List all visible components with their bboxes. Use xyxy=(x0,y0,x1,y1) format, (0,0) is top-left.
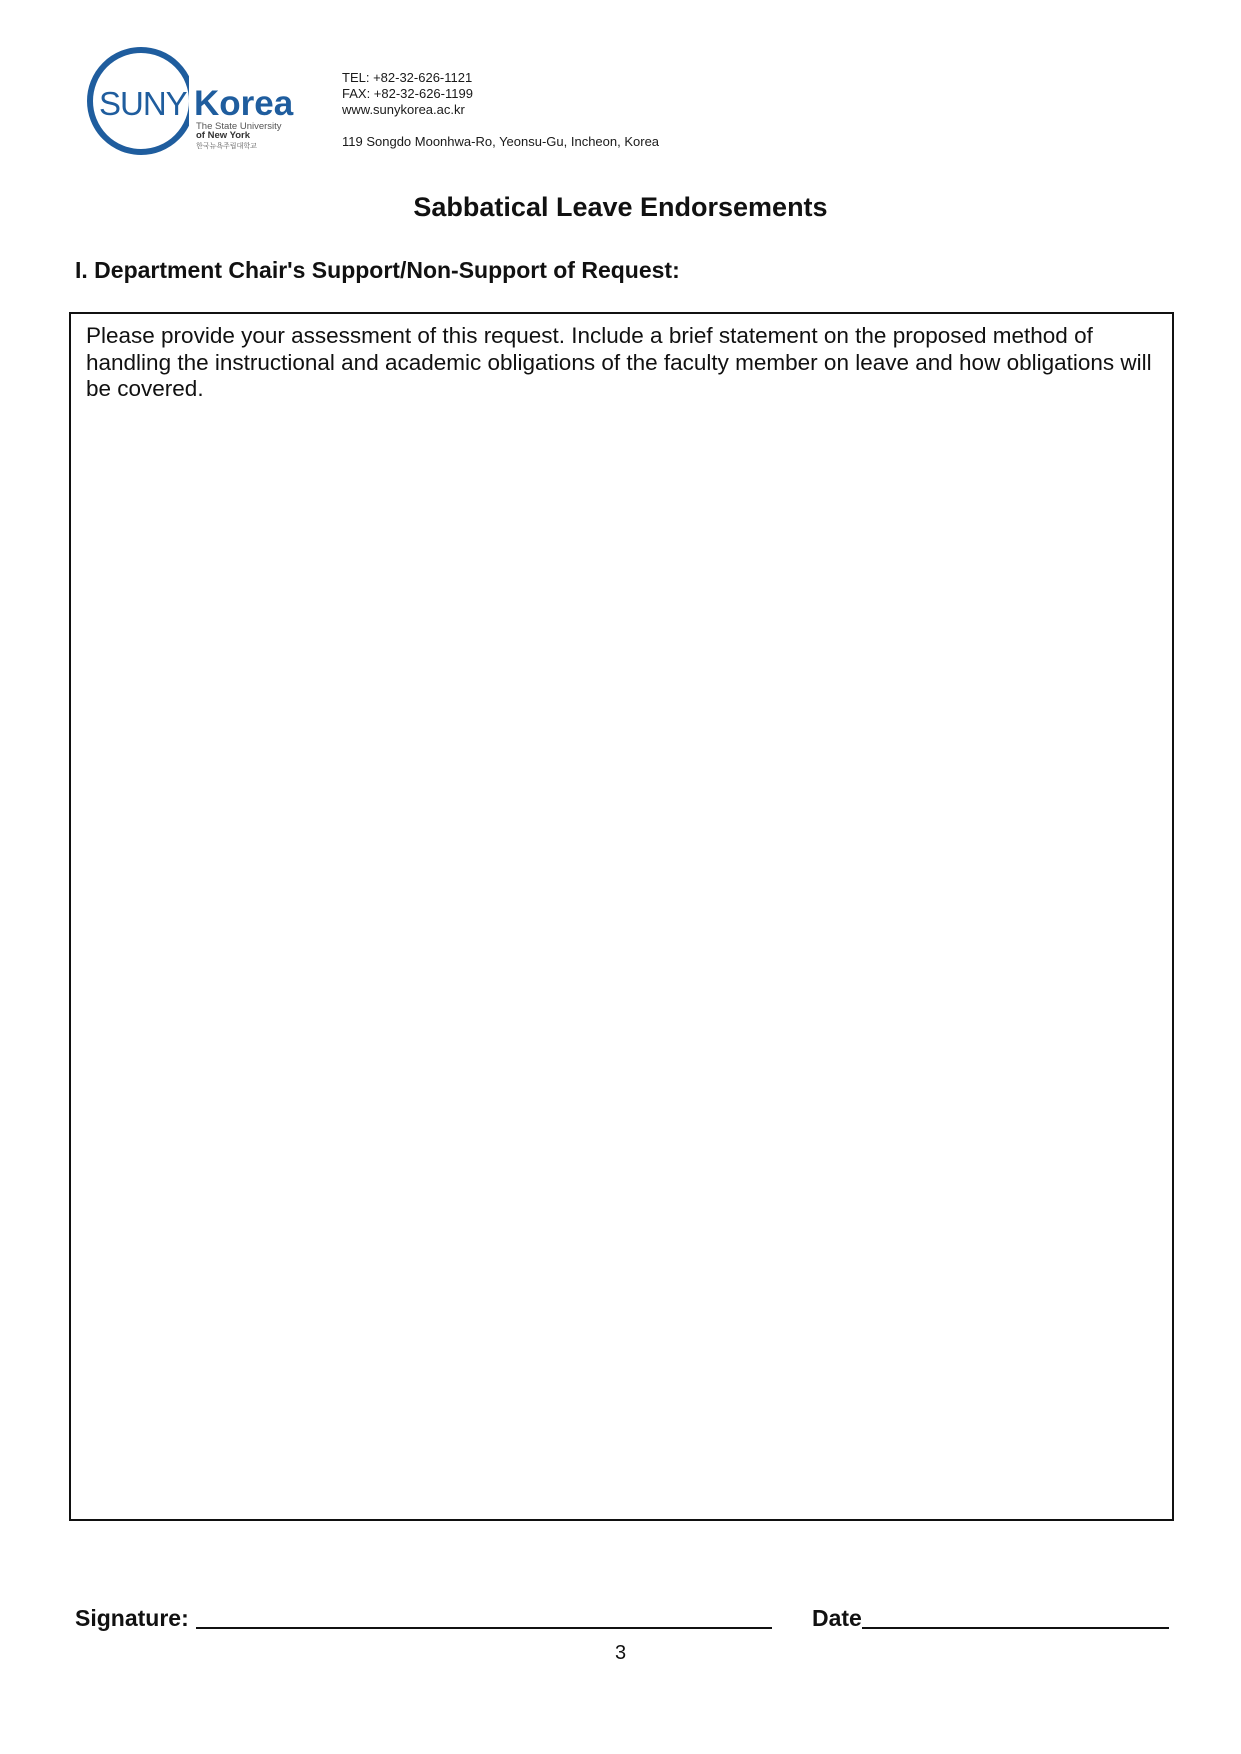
logo-tagline-korean: 한국뉴욕주립대학교 xyxy=(196,142,257,150)
date-line[interactable] xyxy=(862,1627,1169,1629)
postal-address: 119 Songdo Moonhwa-Ro, Yeonsu-Gu, Incheon, Korea xyxy=(342,134,660,149)
contact-info xyxy=(342,70,659,150)
signature-line[interactable] xyxy=(196,1627,772,1629)
suny-korea-logo xyxy=(85,45,305,160)
chair-assessment-field[interactable] xyxy=(69,312,1174,1521)
date-label: Date xyxy=(812,1605,862,1631)
page-number: 3 xyxy=(614,1642,627,1664)
assessment-instructions: Please provide your assessment of this request. Include a brief statement on the proposed method of handling the instructional and academic obligations of the faculty member on leave and how obligations will be covered. xyxy=(86,323,1152,401)
fax-number: FAX: +82-32-626-1199 xyxy=(342,86,473,101)
section-heading-text: . Department Chair's Support/Non-Support of Request: xyxy=(81,257,680,283)
section-number: I xyxy=(75,257,82,283)
logo-tagline-new-york: of New York xyxy=(196,130,251,141)
phone-number: TEL: +82-32-626-1121 xyxy=(342,70,473,85)
logo-wordmark-suny: SUNY xyxy=(99,85,187,122)
logo-wordmark-korea: Korea xyxy=(194,84,294,123)
section-heading xyxy=(75,255,680,285)
signature-label: Signature: xyxy=(75,1605,189,1631)
logo-tagline: The State University xyxy=(196,121,282,132)
website-url: www.sunykorea.ac.kr xyxy=(342,102,465,117)
page-title: Sabbatical Leave Endorsements xyxy=(413,192,828,222)
